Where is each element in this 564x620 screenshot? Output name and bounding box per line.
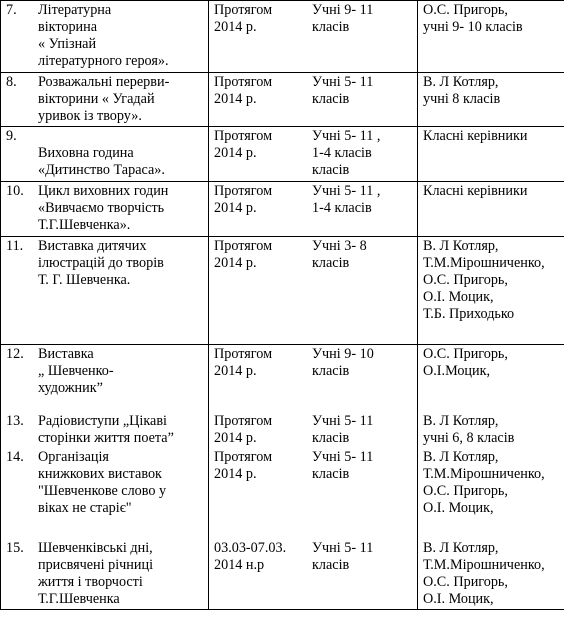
event-date: Протягом 2014 р. <box>214 74 273 107</box>
table-row <box>1 345 564 412</box>
event-date: Протягом 2014 р. <box>214 448 273 482</box>
event-title: Виставка дитячих ілюстрацій до творів Т. Г. Шевченка. <box>38 238 164 288</box>
participants: Учні 5- 11 класів <box>312 74 374 107</box>
table-row <box>1 182 564 237</box>
event-date: Протягом 2014 р. <box>214 183 273 216</box>
row-number: 12. <box>6 346 24 362</box>
event-title: Шевченківські дні, присвячені річниці життя і творчості Т.Г.Шевченка <box>38 539 154 607</box>
table-row <box>1 127 564 182</box>
event-title: Літературна вікторина « Упізнай літературного героя». <box>38 2 169 69</box>
event-title: Виховна година «Дитинство Тараса». <box>38 145 165 178</box>
responsible: В. Л Котляр, учні 8 класів <box>423 74 501 107</box>
table-row <box>1 73 564 127</box>
event-title: Цикл виховних годин «Вивчаємо творчість Т.Г.Шевченка». <box>38 183 169 233</box>
participants: Учні 5- 11 класів <box>312 412 374 446</box>
row-number: 7. <box>6 2 17 18</box>
event-title: Організація книжкових виставок "Шевченкове слово у віках не старіє" <box>38 448 167 516</box>
row-number: 11. <box>6 238 24 254</box>
table-row <box>1 412 564 448</box>
event-title: Виставка „ Шевченко- художник” <box>38 346 114 396</box>
participants: Учні 5- 11 класів <box>312 448 374 482</box>
responsible: О.С. Пригорь, учні 9- 10 класів <box>423 2 523 35</box>
event-date: Протягом 2014 р. <box>214 346 273 379</box>
row-number: 10. <box>6 183 24 199</box>
row-number: 14. <box>6 448 24 465</box>
participants: Учні 3- 8 класів <box>312 238 367 271</box>
event-date: Протягом 2014 р. <box>214 412 273 446</box>
row-number: 13. <box>6 412 24 429</box>
table-row <box>1 1 564 73</box>
row-number: 8. <box>6 74 17 90</box>
participants: Учні 5- 11 , 1-4 класів <box>312 183 381 216</box>
responsible: Класні керівники <box>423 183 528 199</box>
participants: Учні 9- 11 класів <box>312 2 374 35</box>
responsible: В. Л Котляр, Т.М.Мірошниченко, О.С. Пригорь, О.І. Моцик, <box>423 448 545 516</box>
participants: Учні 5- 11 класів <box>312 539 374 573</box>
table-row <box>1 448 564 539</box>
table-row <box>1 539 564 610</box>
row-number: 9. <box>6 128 17 144</box>
participants: Учні 5- 11 , 1-4 класів класів <box>312 128 381 178</box>
event-date: Протягом 2014 р. <box>214 2 273 35</box>
responsible: О.С. Пригорь, О.І.Моцик, <box>423 346 508 379</box>
event-date: 03.03-07.03. 2014 н.р <box>214 539 287 573</box>
responsible: Класні керівники <box>423 128 528 144</box>
responsible: В. Л Котляр, Т.М.Мірошниченко, О.С. Пригорь, О.І. Моцик, <box>423 539 545 607</box>
table-row <box>1 237 564 345</box>
event-date: Протягом 2014 р. <box>214 128 273 161</box>
event-date: Протягом 2014 р. <box>214 238 273 271</box>
event-title: Розважальні перерви- вікторини « Угадай уривок із твору». <box>38 74 170 124</box>
responsible: В. Л Котляр, учні 6, 8 класів <box>423 412 515 446</box>
row-number: 15. <box>6 539 24 556</box>
event-title: Радіовиступи „Цікаві сторінки життя поета” <box>38 412 174 446</box>
participants: Учні 9- 10 класів <box>312 346 374 379</box>
responsible: В. Л Котляр, Т.М.Мірошниченко, О.С. Пригорь, О.І. Моцик, Т.Б. Приходько <box>423 238 545 322</box>
